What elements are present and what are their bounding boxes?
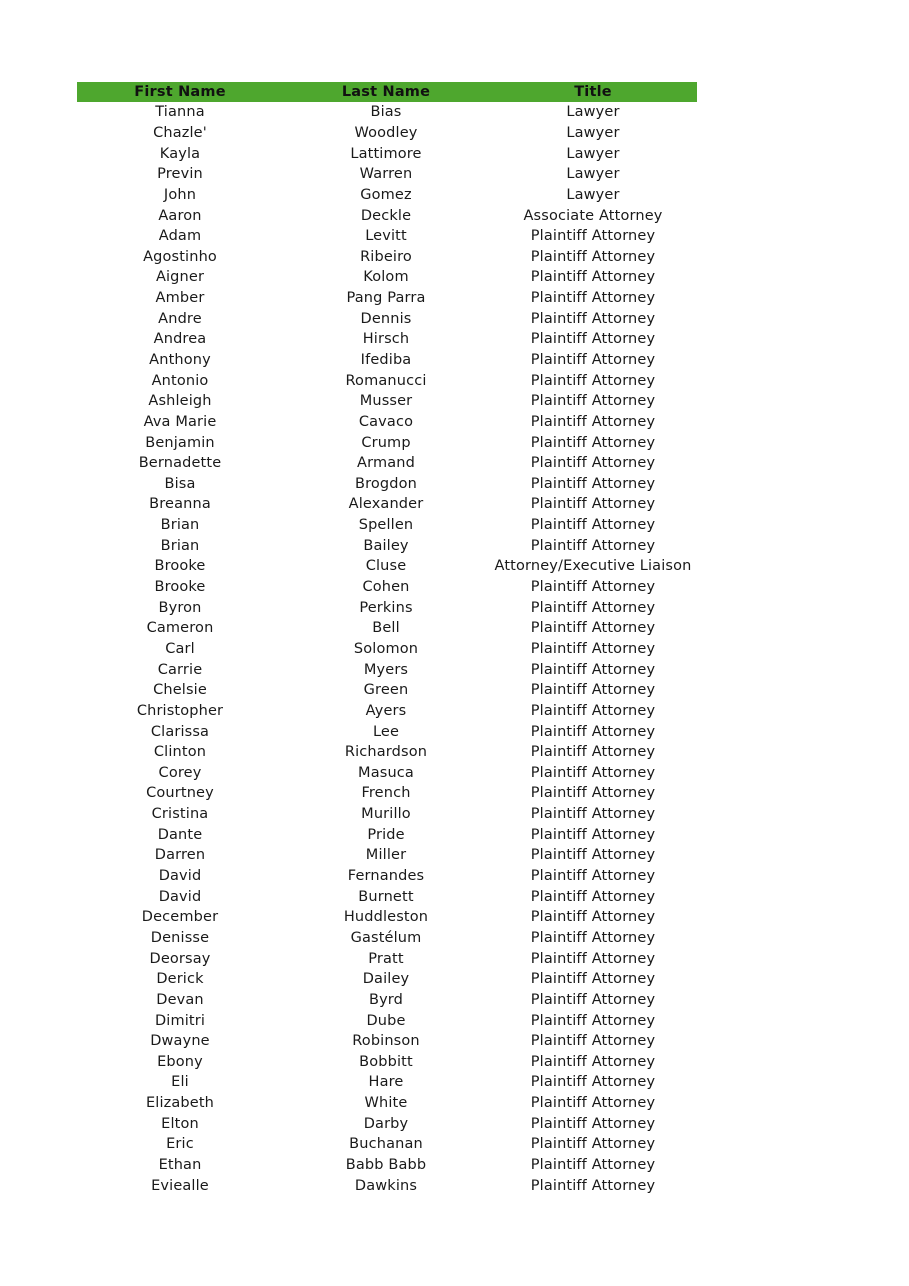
first-name-cell: Brooke	[154, 579, 206, 596]
title-cell: Plaintiff Attorney	[530, 1012, 656, 1029]
last-name-cell: Ayers	[365, 702, 407, 719]
table-row	[77, 474, 697, 495]
first-name-cell: Bisa	[164, 475, 196, 492]
last-name-cell: Green	[363, 682, 409, 699]
first-name-cell: Ethan	[158, 1156, 202, 1173]
title-cell: Plaintiff Attorney	[530, 352, 656, 368]
table-row	[77, 164, 697, 185]
first-name-cell: Amber	[155, 290, 205, 307]
table-row	[77, 907, 697, 928]
title-cell: Lawyer	[566, 145, 620, 162]
title-cell: Plaintiff Attorney	[530, 1033, 656, 1050]
last-name-cell: Pang Parra	[346, 290, 426, 307]
first-name-cell: Brooke	[154, 558, 206, 575]
table-row	[77, 1093, 697, 1114]
last-name-cell: Hirsch	[362, 331, 410, 348]
last-name-cell: Robinson	[352, 1033, 420, 1050]
last-name-cell: Byrd	[368, 991, 404, 1008]
last-name-cell: Fernandes	[347, 868, 425, 885]
first-name-cell: December	[141, 909, 219, 926]
last-name-cell: Lee	[372, 723, 400, 740]
first-name-cell: Andrea	[153, 331, 207, 348]
table-row	[77, 1072, 697, 1093]
first-name-cell: Corey	[158, 764, 202, 781]
last-name-cell: Richardson	[344, 744, 428, 761]
title-cell: Associate Attorney	[523, 207, 663, 224]
title-cell: Plaintiff Attorney	[530, 290, 656, 307]
last-name-cell: Kolom	[363, 269, 409, 286]
first-name-cell: Clinton	[153, 744, 207, 761]
last-name-cell: Masuca	[358, 764, 414, 781]
table-row	[77, 226, 697, 247]
first-name-cell: Christopher	[136, 702, 224, 719]
table-row	[77, 721, 697, 742]
last-name-cell: Burnett	[358, 888, 414, 905]
first-name-cell: David	[158, 888, 202, 905]
title-cell: Plaintiff Attorney	[530, 372, 656, 389]
title-cell: Plaintiff Attorney	[530, 310, 656, 327]
title-cell: Plaintiff Attorney	[530, 991, 656, 1008]
title-cell: Attorney/Executive Liaison	[494, 558, 692, 575]
last-name-cell: Crump	[361, 434, 411, 451]
last-name-cell: Cohen	[362, 579, 410, 596]
last-name-cell: Brogdon	[355, 475, 417, 492]
table-row	[77, 412, 697, 433]
title-cell: Plaintiff Attorney	[530, 228, 656, 245]
last-name-cell: Buchanan	[349, 1136, 423, 1153]
first-name-cell: Chelsie	[153, 682, 207, 699]
title-cell: Plaintiff Attorney	[530, 806, 656, 823]
table-row	[77, 515, 697, 536]
last-name-cell: Gomez	[360, 186, 412, 203]
table-row	[77, 701, 697, 722]
first-name-cell: Eli	[171, 1074, 189, 1091]
last-name-cell: Solomon	[353, 640, 419, 657]
title-cell: Plaintiff Attorney	[530, 537, 656, 554]
table-row	[77, 597, 697, 618]
table-row	[77, 391, 697, 412]
title-cell: Plaintiff Attorney	[530, 599, 656, 616]
title-cell: Plaintiff Attorney	[530, 723, 656, 740]
table-row	[77, 267, 697, 288]
table-row	[77, 1051, 697, 1072]
first-name-cell: Andre	[158, 310, 202, 327]
table-row	[77, 1031, 697, 1052]
title-cell: Plaintiff Attorney	[530, 517, 656, 534]
title-cell: Plaintiff Attorney	[530, 331, 656, 348]
last-name-cell: Deckle	[360, 207, 412, 224]
first-name-cell: Derick	[156, 971, 204, 988]
first-name-cell: Elizabeth	[145, 1095, 215, 1112]
title-cell: Plaintiff Attorney	[530, 868, 656, 885]
table-body	[77, 102, 697, 1196]
first-name-cell: Ebony	[157, 1053, 203, 1070]
last-name-cell: Gastélum	[350, 929, 422, 946]
first-name-cell: Carl	[165, 640, 195, 657]
title-cell: Plaintiff Attorney	[530, 1053, 656, 1070]
first-name-cell: Kayla	[159, 145, 201, 162]
table-row	[77, 866, 697, 887]
last-name-cell: Bias	[370, 104, 402, 121]
first-name-cell: Anthony	[149, 352, 211, 368]
table-row	[77, 824, 697, 845]
first-name-cell: Cameron	[146, 620, 214, 637]
table-row	[77, 143, 697, 164]
title-cell: Plaintiff Attorney	[530, 413, 656, 430]
table-header-row	[77, 82, 697, 102]
table-row	[77, 308, 697, 329]
last-name-cell: Lattimore	[350, 145, 422, 162]
table-row	[77, 659, 697, 680]
title-cell: Plaintiff Attorney	[530, 248, 656, 265]
last-name-cell: Dube	[366, 1012, 406, 1029]
table-row	[77, 990, 697, 1011]
table-row	[77, 680, 697, 701]
last-name-cell: Spellen	[358, 517, 414, 534]
table-row	[77, 556, 697, 577]
title-cell: Plaintiff Attorney	[530, 764, 656, 781]
title-cell: Plaintiff Attorney	[530, 929, 656, 946]
last-name-cell: Dennis	[360, 310, 412, 327]
table-row	[77, 205, 697, 226]
last-name-cell: French	[361, 785, 411, 802]
last-name-cell: Hare	[368, 1074, 404, 1091]
title-cell: Plaintiff Attorney	[530, 744, 656, 761]
first-name-cell: Courtney	[146, 785, 214, 802]
first-name-cell: Brian	[160, 517, 200, 534]
title-cell: Plaintiff Attorney	[530, 455, 656, 472]
title-cell: Plaintiff Attorney	[530, 971, 656, 988]
table-row	[77, 1175, 697, 1196]
last-name-cell: Babb Babb	[345, 1156, 427, 1173]
first-name-cell: John	[163, 186, 197, 203]
last-name-cell: Warren	[359, 166, 413, 183]
first-name-cell: Cristina	[151, 806, 209, 823]
title-cell: Plaintiff Attorney	[530, 393, 656, 410]
table-row	[77, 453, 697, 474]
last-name-cell: Cluse	[365, 558, 407, 575]
table-row	[77, 370, 697, 391]
first-name-cell: Previn	[157, 166, 203, 183]
last-name-cell: Perkins	[359, 599, 413, 616]
title-cell: Plaintiff Attorney	[530, 950, 656, 967]
first-name-cell: Aigner	[155, 269, 205, 286]
table-row	[77, 1113, 697, 1134]
last-name-cell: Dawkins	[354, 1177, 418, 1194]
last-name-cell: Murillo	[361, 806, 411, 823]
last-name-cell: Pratt	[368, 950, 404, 967]
table-row	[77, 639, 697, 660]
table-row	[77, 804, 697, 825]
first-name-cell: Ava Marie	[143, 413, 217, 430]
table-row	[77, 123, 697, 144]
first-name-cell: Carrie	[157, 661, 203, 678]
table-row	[77, 288, 697, 309]
title-cell: Plaintiff Attorney	[530, 909, 656, 926]
title-cell: Lawyer	[566, 186, 620, 203]
last-name-cell: Darby	[363, 1115, 409, 1132]
table-row	[77, 948, 697, 969]
first-name-cell: Denisse	[150, 929, 210, 946]
title-cell: Plaintiff Attorney	[530, 826, 656, 843]
first-name-cell: Dwayne	[150, 1033, 210, 1050]
table-row	[77, 1155, 697, 1176]
table-row	[77, 494, 697, 515]
table-row	[77, 1134, 697, 1155]
last-name-cell: Romanucci	[345, 372, 427, 389]
title-cell: Plaintiff Attorney	[530, 640, 656, 657]
last-name-cell: Ifediba	[360, 352, 412, 368]
last-name-cell: Dailey	[362, 971, 410, 988]
table-row	[77, 886, 697, 907]
first-name-cell: Eviealle	[151, 1177, 209, 1194]
table-row	[77, 763, 697, 784]
table-row	[77, 742, 697, 763]
last-name-cell: Woodley	[354, 124, 418, 141]
last-name-cell: Levitt	[365, 228, 407, 245]
last-name-cell: White	[364, 1095, 408, 1112]
first-name-cell: Aaron	[158, 207, 202, 224]
last-name-cell: Armand	[357, 455, 415, 472]
title-cell: Plaintiff Attorney	[530, 1156, 656, 1173]
table-row	[77, 577, 697, 598]
table-row	[77, 432, 697, 453]
first-name-cell: Adam	[158, 228, 202, 245]
first-name-cell: Benjamin	[145, 434, 215, 451]
last-name-cell: Bailey	[363, 537, 409, 554]
first-name-cell: Chazle'	[153, 124, 207, 141]
table-row	[77, 350, 697, 371]
first-name-cell: Agostinho	[143, 248, 217, 265]
last-name-cell: Musser	[359, 393, 413, 410]
table-row	[77, 329, 697, 350]
title-cell: Lawyer	[566, 104, 620, 121]
title-cell: Plaintiff Attorney	[530, 888, 656, 905]
first-name-cell: David	[158, 868, 202, 885]
title-cell: Plaintiff Attorney	[530, 434, 656, 451]
title-cell: Plaintiff Attorney	[530, 702, 656, 719]
last-name-cell: Pride	[367, 826, 405, 843]
first-name-cell: Elton	[161, 1115, 199, 1132]
title-cell: Plaintiff Attorney	[530, 785, 656, 802]
last-name-cell: Miller	[365, 847, 407, 864]
title-cell: Plaintiff Attorney	[530, 682, 656, 699]
table-row	[77, 618, 697, 639]
title-cell: Plaintiff Attorney	[530, 1115, 656, 1132]
first-name-cell: Devan	[156, 991, 204, 1008]
first-name-cell: Antonio	[151, 372, 209, 389]
last-name-cell: Bell	[372, 620, 400, 637]
column-header-last-name: Last Name	[341, 84, 431, 100]
title-cell: Plaintiff Attorney	[530, 1095, 656, 1112]
title-cell: Plaintiff Attorney	[530, 1136, 656, 1153]
last-name-cell: Alexander	[348, 496, 424, 513]
first-name-cell: Brian	[160, 537, 200, 554]
first-name-cell: Ashleigh	[148, 393, 212, 410]
title-cell: Plaintiff Attorney	[530, 269, 656, 286]
attorney-table	[77, 82, 697, 1196]
first-name-cell: Darren	[154, 847, 206, 864]
title-cell: Plaintiff Attorney	[530, 1074, 656, 1091]
table-row	[77, 845, 697, 866]
last-name-cell: Cavaco	[358, 413, 414, 430]
table-row	[77, 928, 697, 949]
column-header-first-name: First Name	[134, 84, 226, 100]
table-row	[77, 969, 697, 990]
first-name-cell: Eric	[166, 1136, 194, 1153]
title-cell: Plaintiff Attorney	[530, 496, 656, 513]
title-cell: Plaintiff Attorney	[530, 1177, 656, 1194]
table-row	[77, 102, 697, 123]
first-name-cell: Byron	[158, 599, 202, 616]
title-cell: Plaintiff Attorney	[530, 661, 656, 678]
title-cell: Lawyer	[566, 166, 620, 183]
table-row	[77, 535, 697, 556]
first-name-cell: Dante	[157, 826, 203, 843]
first-name-cell: Breanna	[149, 496, 211, 513]
first-name-cell: Clarissa	[150, 723, 210, 740]
table-row	[77, 246, 697, 267]
title-cell: Plaintiff Attorney	[530, 847, 656, 864]
title-cell: Lawyer	[566, 124, 620, 141]
last-name-cell: Myers	[363, 661, 409, 678]
first-name-cell: Bernadette	[138, 455, 222, 472]
table-row	[77, 1010, 697, 1031]
table-row	[77, 185, 697, 206]
table-row	[77, 783, 697, 804]
title-cell: Plaintiff Attorney	[530, 620, 656, 637]
last-name-cell: Bobbitt	[359, 1053, 413, 1070]
first-name-cell: Tianna	[155, 104, 205, 121]
first-name-cell: Dimitri	[154, 1012, 206, 1029]
first-name-cell: Deorsay	[149, 950, 211, 967]
last-name-cell: Huddleston	[343, 909, 429, 926]
title-cell: Plaintiff Attorney	[530, 475, 656, 492]
last-name-cell: Ribeiro	[360, 248, 412, 265]
column-header-title: Title	[574, 84, 612, 100]
title-cell: Plaintiff Attorney	[530, 579, 656, 596]
